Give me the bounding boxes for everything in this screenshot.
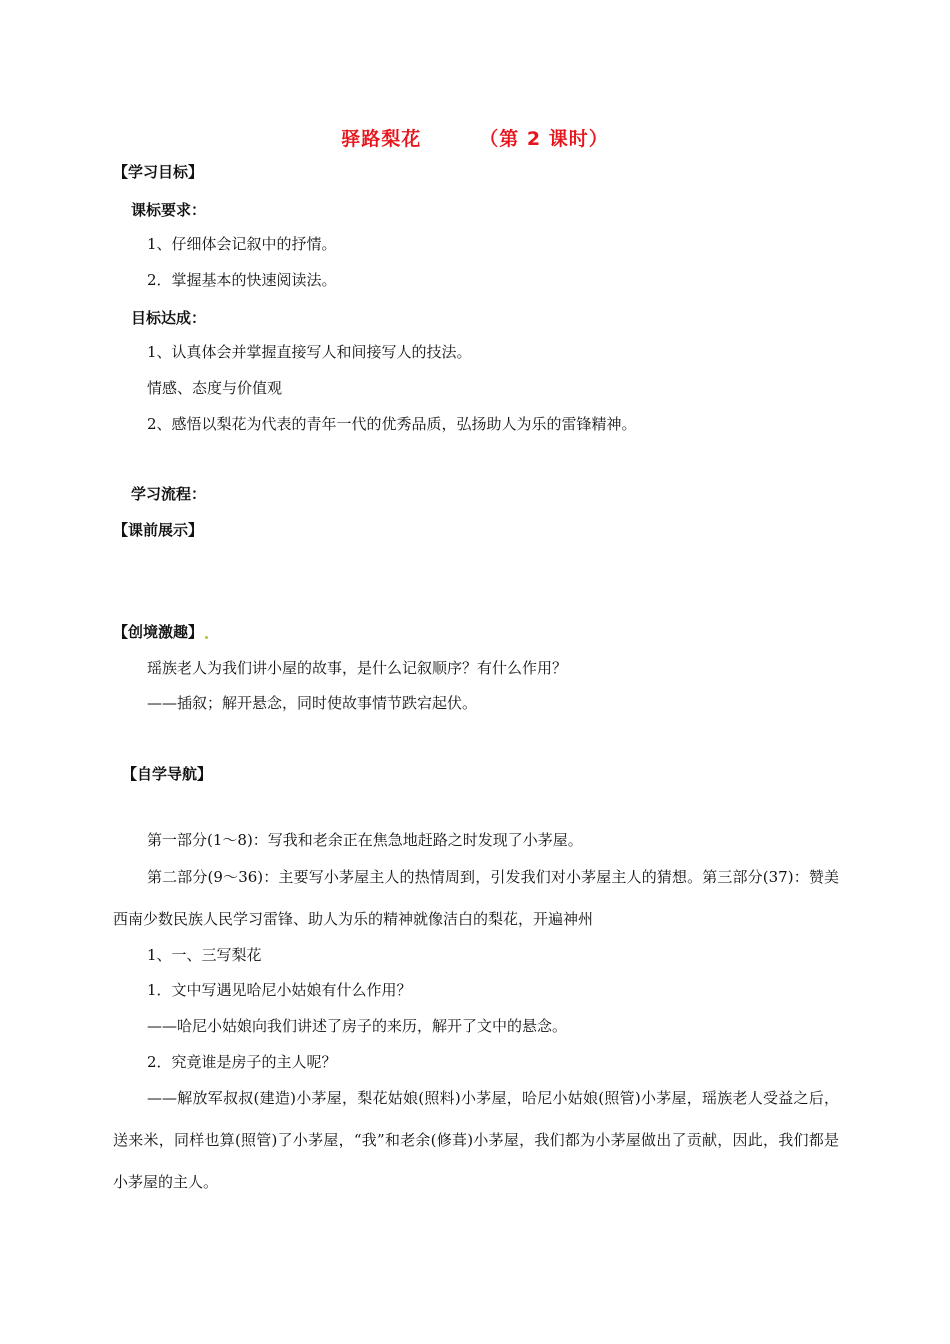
goal-1: 1、认真体会并掌握直接写人和间接写人的技法。 — [147, 343, 472, 361]
scenario-question: 瑶族老人为我们讲小屋的故事，是什么记叙顺序？有什么作用？ — [147, 659, 568, 677]
standard-requirements-heading: 课标要求： — [131, 201, 207, 219]
dot-mark — [205, 636, 208, 639]
question-2: 2．究竟谁是房子的主人呢？ — [147, 1053, 337, 1071]
part-2-3-paragraph: 第二部分(9～36)：主要写小茅屋主人的热情周到，引发我们对小茅屋主人的猜想。第三部分(37)：赞美西南少数民族人民学习雷锋、助人为乐的精神就像洁白的梨花，开遍神州 — [113, 868, 839, 928]
goal-2: 2、感悟以梨花为代表的青年一代的优秀品质，弘扬助人为乐的雷锋精神。 — [147, 415, 637, 433]
document-title — [0, 124, 950, 151]
standard-requirement-1: 1、仔细体会记叙中的抒情。 — [147, 235, 337, 253]
flow-heading: 学习流程： — [131, 485, 207, 503]
answer-1: ——哈尼小姑娘向我们讲述了房子的来历，解开了文中的悬念。 — [147, 1017, 568, 1035]
scenario-answer: ——插叙；解开悬念，同时使故事情节跌宕起伏。 — [147, 694, 478, 712]
standard-requirement-2: 2．掌握基本的快速阅读法。 — [147, 271, 337, 289]
item-pear-flower: 1、一、三写梨花 — [147, 946, 262, 964]
scenario-heading — [113, 622, 208, 642]
title-lesson: （第 2 课时） — [479, 128, 609, 150]
objectives-heading: 【学习目标】 — [113, 163, 204, 181]
goal-heading: 目标达成： — [131, 309, 207, 327]
part-1: 第一部分(1～8)：写我和老余正在焦急地赶路之时发现了小茅屋。 — [147, 831, 583, 849]
question-1: 1．文中写遇见哈尼小姑娘有什么作用？ — [147, 981, 412, 999]
scenario-heading-text: 【创境激趣】 — [113, 623, 204, 641]
goal-values: 情感、态度与价值观 — [147, 379, 283, 397]
answer-2-paragraph: ——解放军叔叔(建造)小茅屋，梨花姑娘(照料)小茅屋，哈尼小姑娘(照管)小茅屋，瑶族老人受益之后，送来米，同样也算(照管)了小茅屋，“我”和老余(修葺)小茅屋，我们都为小茅屋做出了贡献，因此，我们都是小茅屋的主人。 — [113, 1089, 839, 1191]
preview-heading: 【课前展示】 — [113, 521, 204, 539]
title-main: 驿路梨花 — [341, 128, 422, 150]
self-study-heading: 【自学导航】 — [122, 765, 213, 783]
